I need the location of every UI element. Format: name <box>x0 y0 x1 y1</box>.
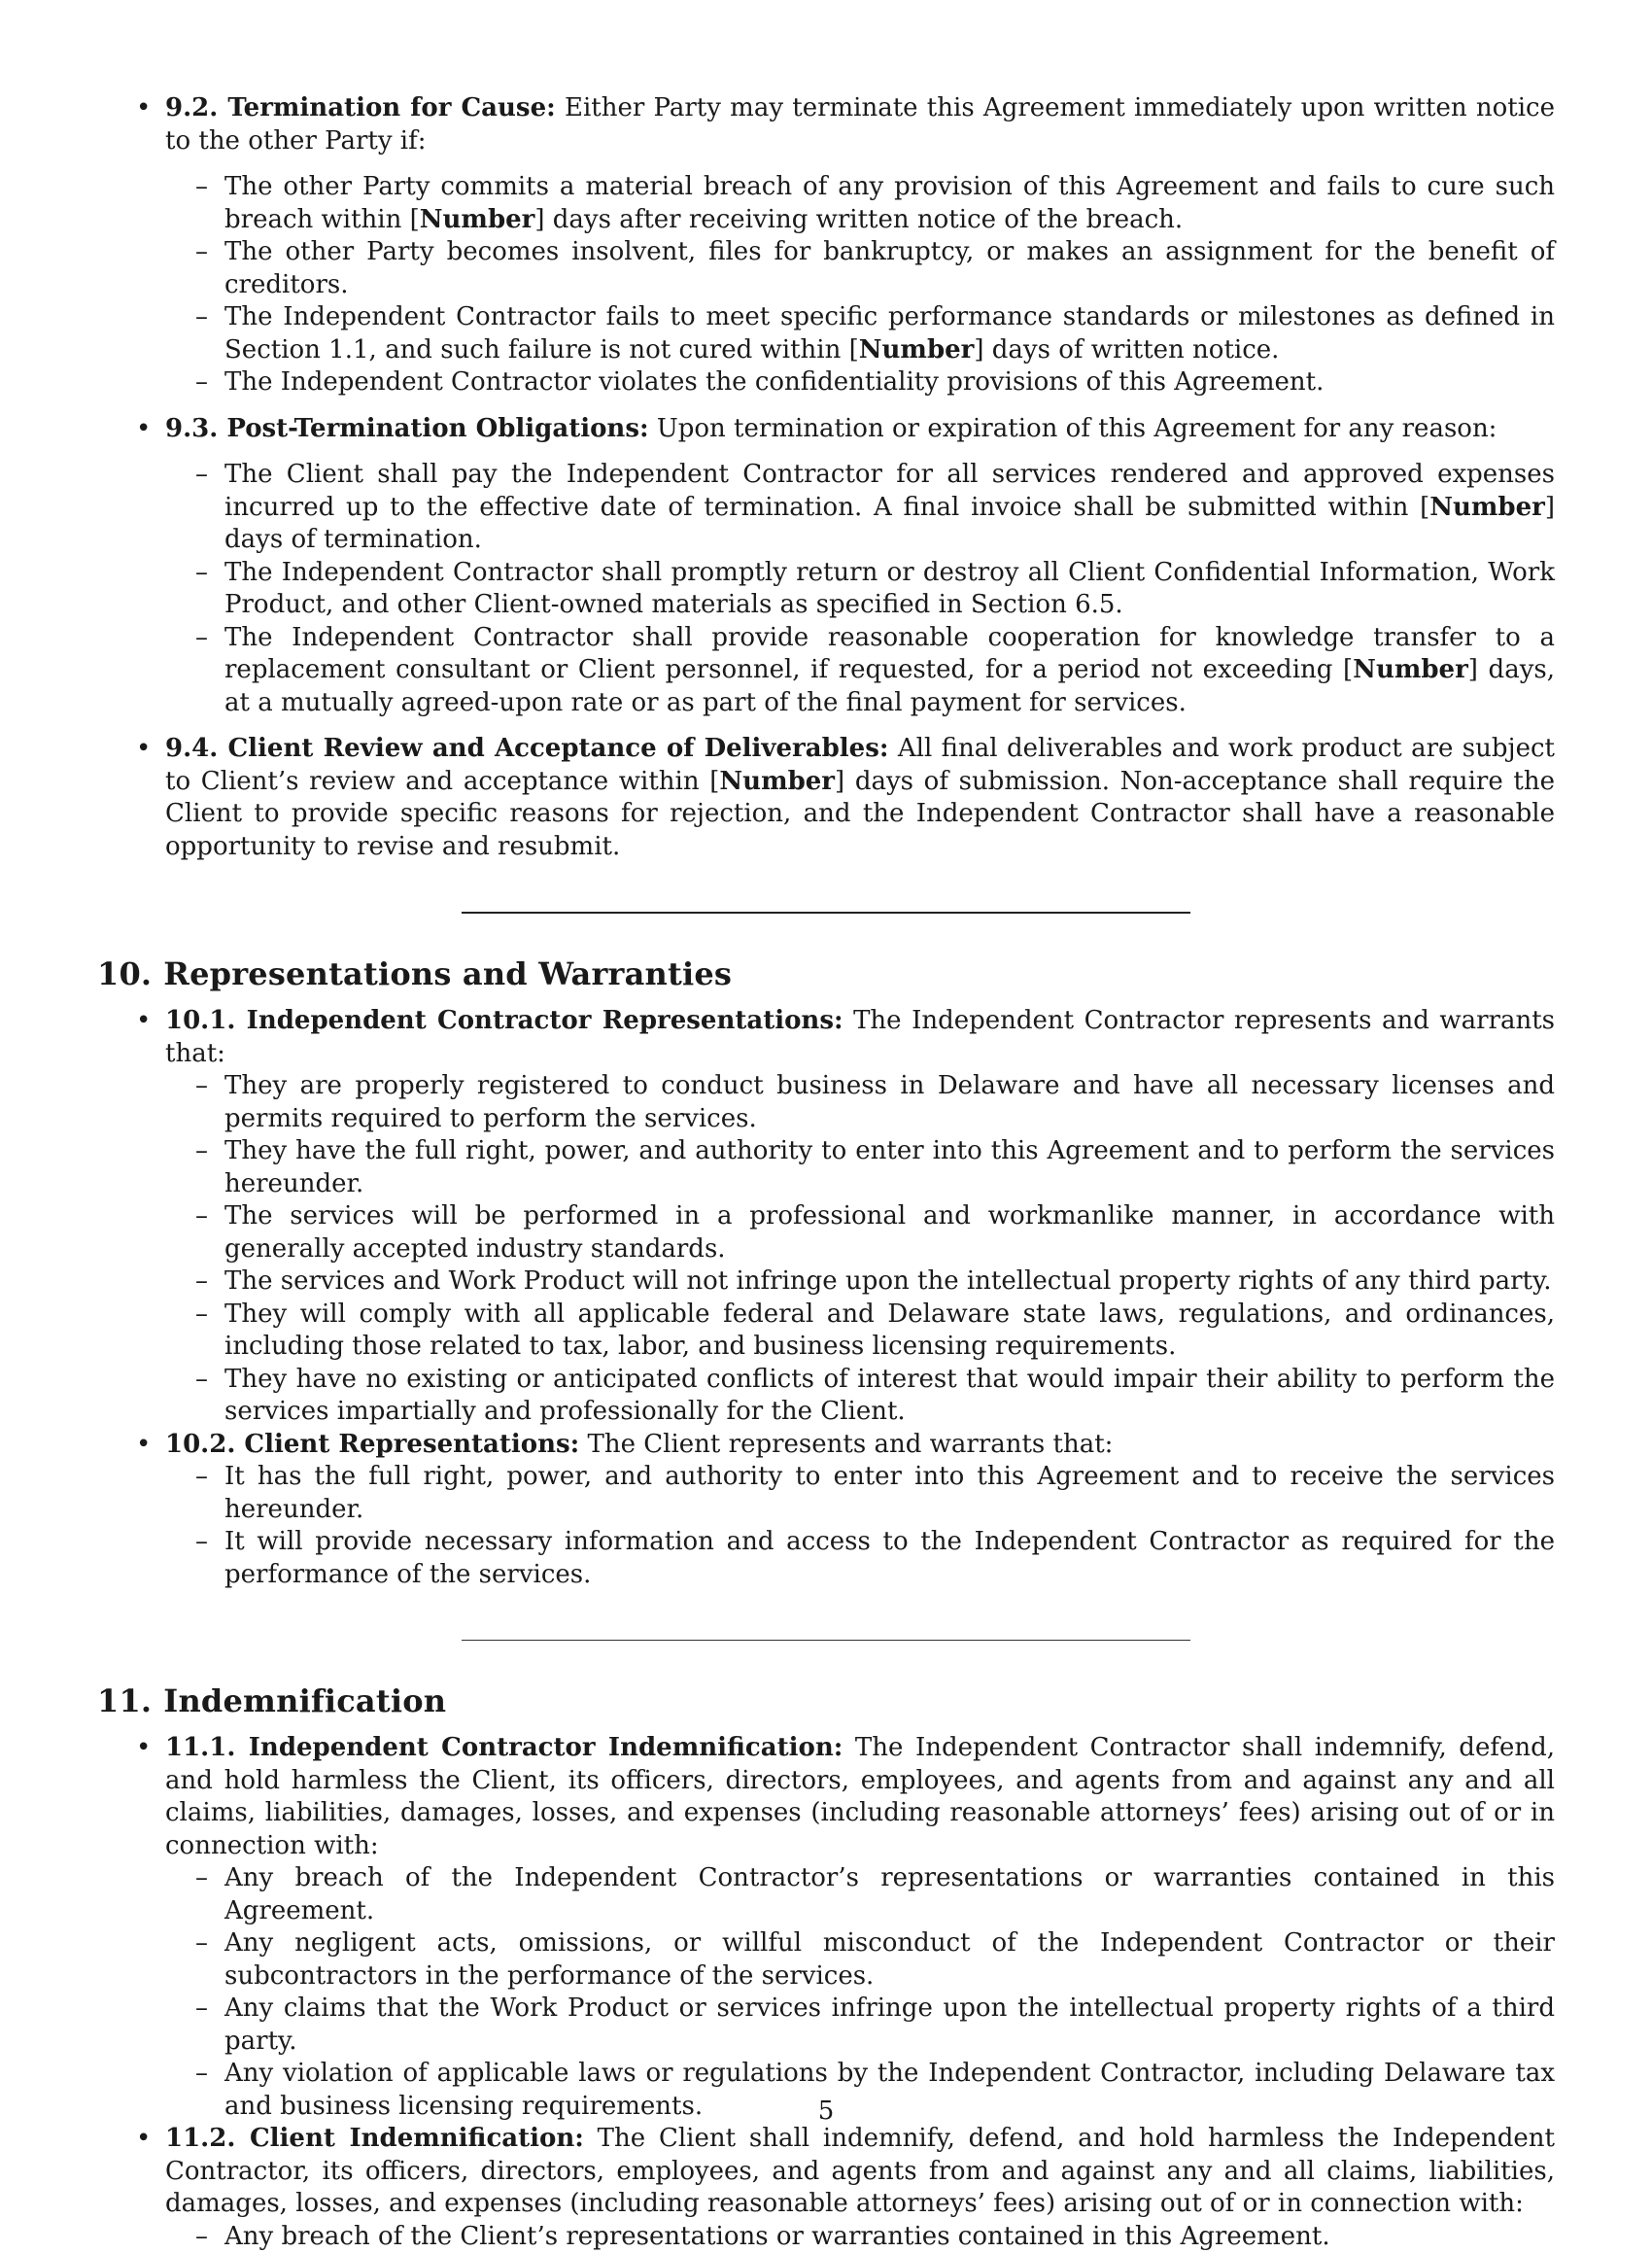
section-10-list <box>97 1005 1555 1591</box>
clause-9-2 <box>165 92 1555 399</box>
section-9-list <box>97 92 1555 863</box>
list-item: – Any violation of applicable laws or regulations by the Independent Contractor, including Delaware tax and business licensing requirements. <box>224 2058 1555 2123</box>
list-item: – Any negligent acts, omissions, or willful misconduct of the Independent Contractor or their subcontractors in the performance of the services. <box>224 1927 1555 1993</box>
clause-9-4: • 9.4. Client Review and Acceptance of Deliverables: All final deliverables and work product are subject to Client’s review and acceptance within [Number] days of submission. Non-acceptance shall require the Client to provide specific reasons for rejection, and the Independent Contractor shall have a reasonable opportunity to revise and resubmit. <box>165 733 1555 863</box>
section-divider <box>462 912 1190 914</box>
clause-11-1 <box>165 1732 1555 2123</box>
clause-10-1 <box>165 1005 1555 1429</box>
clause-label: 9.2. Termination for Cause: <box>165 93 556 122</box>
section-11-heading: 11. Indemnification <box>97 1681 1555 1720</box>
clause-label: 9.3. Post-Termination Obligations: <box>165 414 649 443</box>
placeholder-number: Number <box>420 205 535 234</box>
clause-11-1-sublist <box>165 1862 1555 2123</box>
page-number: 5 <box>0 2097 1652 2126</box>
list-item: – They have no existing or anticipated conflicts of interest that would impair their ability to perform the services impartially and professionally for the Client. <box>224 1364 1555 1429</box>
list-item: – The Independent Contractor shall promptly return or destroy all Client Confidential Information, Work Product, and other Client-owned materials as specified in Section 6.5. <box>224 557 1555 622</box>
list-item: – Any breach of the Independent Contractor’s representations or warranties contained in this Agreement. <box>224 1862 1555 1927</box>
list-item: – The services will be performed in a professional and workmanlike manner, in accordance with generally accepted industry standards. <box>224 1200 1555 1265</box>
clause-label: 10.2. Client Representations: <box>165 1430 579 1459</box>
placeholder-number: Number <box>859 335 975 364</box>
clause-9-2-sublist <box>165 171 1555 399</box>
list-item: – The other Party commits a material breach of any provision of this Agreement and fails to cure such breach within [Number] days after receiving written notice of the breach. <box>224 171 1555 236</box>
list-item: – The Independent Contractor fails to meet specific performance standards or milestones as defined in Section 1.1, and such failure is not cured within [Number] days of written notice. <box>224 301 1555 366</box>
list-item: – The services and Work Product will not infringe upon the intellectual property rights of any third party. <box>224 1265 1555 1299</box>
clause-9-3 <box>165 413 1555 720</box>
clause-10-1-sublist <box>165 1070 1555 1429</box>
list-item: – They are properly registered to conduct business in Delaware and have all necessary licenses and permits required to perform the services. <box>224 1070 1555 1135</box>
clause-10-2-sublist <box>165 1461 1555 1591</box>
clause-text: The Independent Contractor represents and warrants that: <box>165 1006 1555 1068</box>
list-item: – The Independent Contractor shall provide reasonable cooperation for knowledge transfer to a replacement consultant or Client personnel, if requested, for a period not exceeding [Number] days, at a mutually agreed-upon rate or as part of the final payment for services. <box>224 622 1555 720</box>
section-11-list <box>97 1732 1555 2253</box>
page-content <box>97 92 1555 2253</box>
clause-label: 10.1. Independent Contractor Representations: <box>165 1006 843 1035</box>
section-10-heading: 10. Representations and Warranties <box>97 954 1555 993</box>
clause-text: The Client shall indemnify, defend, and hold harmless the Independent Contractor, its officers, directors, employees, and agents from and against any and all claims, liabilities, damages, losses, and expenses (including reasonable attorneys’ fees) arising out of or in connection with: <box>165 2124 1555 2218</box>
clause-text: The Independent Contractor shall indemnify, defend, and hold harmless the Client, its officers, directors, employees, and agents from and against any and all claims, liabilities, damages, losses, and expenses (including reasonable attorneys’ fees) arising out of or in connection with: <box>165 1733 1555 1860</box>
clause-text: The Client represents and warrants that: <box>579 1430 1113 1459</box>
placeholder-number: Number <box>719 767 835 796</box>
list-item: – The Independent Contractor violates the confidentiality provisions of this Agreement. <box>224 366 1555 399</box>
list-item: – The other Party becomes insolvent, files for bankruptcy, or makes an assignment for the benefit of creditors. <box>224 236 1555 301</box>
clause-9-3-sublist <box>165 459 1555 719</box>
clause-11-2-sublist <box>165 2221 1555 2253</box>
list-item: – They will comply with all applicable federal and Delaware state laws, regulations, and ordinances, including those related to tax, labor, and business licensing requirements. <box>224 1299 1555 1364</box>
list-item: – Any breach of the Client’s representations or warranties contained in this Agreement. <box>224 2221 1555 2253</box>
list-item: – The Client shall pay the Independent Contractor for all services rendered and approved expenses incurred up to the effective date of termination. A final invoice shall be submitted within [Number] days of termination. <box>224 459 1555 557</box>
clause-label: 11.2. Client Indemnification: <box>165 2124 584 2153</box>
clause-10-2 <box>165 1429 1555 1592</box>
clause-text: Upon termination or expiration of this Agreement for any reason: <box>649 414 1497 443</box>
clause-text: Either Party may terminate this Agreement immediately upon written notice to the other Party if: <box>165 93 1555 156</box>
list-item: – It has the full right, power, and authority to enter into this Agreement and to receive the services hereunder. <box>224 1461 1555 1526</box>
clause-11-2 <box>165 2123 1555 2253</box>
placeholder-number: Number <box>1429 493 1545 522</box>
list-item: – They have the full right, power, and authority to enter into this Agreement and to perform the services hereunder. <box>224 1135 1555 1200</box>
clause-label: 9.4. Client Review and Acceptance of Deliverables: <box>165 734 888 763</box>
list-item: – Any claims that the Work Product or services infringe upon the intellectual property rights of a third party. <box>224 1993 1555 2058</box>
clause-label: 11.1. Independent Contractor Indemnification: <box>165 1733 843 1762</box>
placeholder-number: Number <box>1353 655 1468 684</box>
list-item: – It will provide necessary information and access to the Independent Contractor as required for the performance of the services. <box>224 1526 1555 1591</box>
section-divider <box>462 1640 1190 1641</box>
